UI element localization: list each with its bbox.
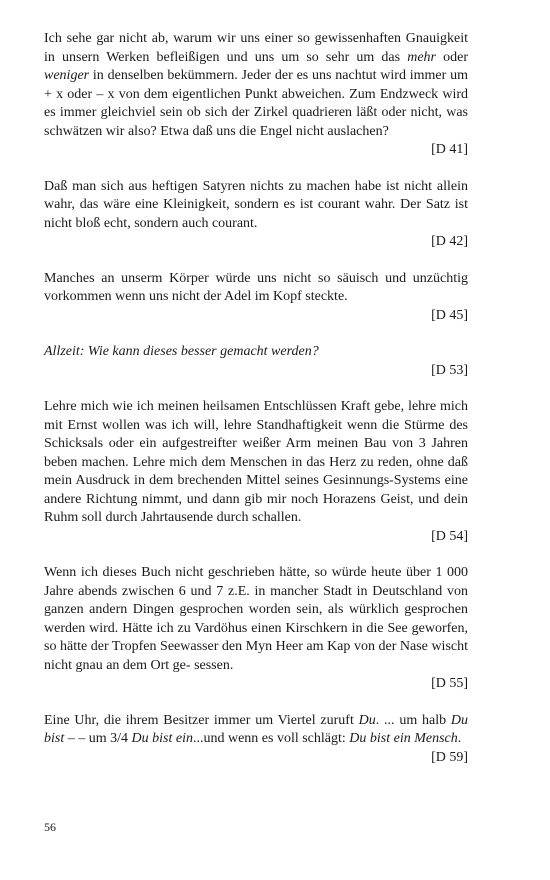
- text-line: seines Gesinnungs-Systems eine andere Richtung nimmt, und dann: [44, 473, 468, 507]
- text-line: Eine Uhr, die ihrem Besitzer immer um Viertel zuruft: [44, 712, 359, 728]
- text-line: Kirschkern in die See geworfen, so hätte der Tropfen Seewasser den: [44, 620, 468, 654]
- emphasis-text: Du: [349, 731, 367, 746]
- aphorism-text: [44, 712, 468, 749]
- text-line: Allzeit: Wie kann dieses besser gemacht werden?: [44, 344, 319, 359]
- text-line: als würklich gesprochen werden wird. Hätte ich zu Vardöhus einen: [44, 602, 468, 636]
- emphasis-text: Du bist ein: [131, 731, 193, 746]
- emphasis-text: Du bist: [44, 712, 469, 746]
- text-line: Daß man sich aus heftigen Satyren nichts zu machen habe ist nicht: [44, 178, 433, 194]
- text-line: Der Satz ist nicht bloß echt, sondern auch courant.: [44, 197, 469, 231]
- text-line: uns die Engel nicht auslachen?: [216, 123, 389, 139]
- aphorism-entry: [44, 712, 468, 768]
- text-line: sessen.: [194, 657, 234, 673]
- entry-reference: [D 42]: [431, 234, 468, 249]
- aphorism-text: [44, 270, 468, 307]
- text-line: Zirkel quadrieren läßt oder nicht, was schwätzen wir also? Etwa daß: [44, 105, 468, 139]
- text-line: – – um 3/4: [64, 731, 132, 746]
- emphasis-text: mehr: [407, 49, 436, 65]
- entry-reference: [D 59]: [431, 749, 468, 765]
- aphorism-entry: [44, 270, 468, 326]
- text-line: ...und wenn es voll schlägt:: [192, 731, 350, 746]
- entry-reference: [D 54]: [431, 528, 468, 544]
- text-line: Myn Heer am Kap von der Nase wischt nicht gnau an dem Ort ge-: [44, 639, 468, 673]
- text-line: Gnauigkeit in unsern Werken befleißigen und uns um so sehr um: [44, 31, 468, 65]
- text-line: nachtut wird immer um + x oder – x von dem eigentlichen Punkt: [44, 68, 469, 102]
- text-line: 1 000 Jahre abends zwischen 6 und 7 z.E. in mancher Stadt in: [44, 565, 469, 599]
- aphorism-entry: [44, 564, 468, 694]
- aphorism-text: [44, 178, 468, 234]
- text-line: Stürme des Schicksals oder ein aufgestreifter weißer Arm meinen: [44, 417, 468, 451]
- text-line: das: [381, 49, 408, 65]
- aphorism-text: [44, 564, 468, 675]
- text-line: oder: [435, 49, 468, 65]
- emphasis-text: Du: [358, 712, 376, 728]
- text-line: mich mit Ernst wollen was ich will, lehre Standhaftigkeit wenn die: [44, 399, 468, 433]
- entry-reference: [D 55]: [431, 676, 468, 691]
- text-line: Ich sehe gar nicht ab, warum wir uns einer so gewissenhaften: [44, 31, 401, 46]
- text-line: Wenn ich dieses Buch nicht geschrieben hätte, so würde heute über: [44, 565, 431, 580]
- aphorism-entry: [44, 343, 468, 380]
- page-number: 56: [44, 820, 56, 834]
- entry-reference: [D 45]: [431, 307, 468, 323]
- aphorism-text: [44, 343, 468, 362]
- aphorism-entry: [44, 178, 468, 252]
- emphasis-text: weniger: [44, 68, 90, 83]
- text-line: durch schallen.: [216, 510, 302, 525]
- emphasis-text: bist ein Mensch: [369, 731, 458, 746]
- text-line: halb: [422, 712, 451, 728]
- text-line: Manches an unserm Körper würde uns nicht so säuisch und unzüchtig: [44, 270, 468, 286]
- aphorism-text: [44, 398, 468, 528]
- text-line: in denselben bekümmern. Jeder der es uns: [89, 68, 332, 83]
- text-line: Herz zu reden, ohne daß mein Ausdruck in dem brechenden Mittel: [44, 454, 468, 488]
- aphorism-text: [44, 30, 468, 141]
- text-line: abweichen. Zum Endzweck wird es immer gleichviel sein ob sich der: [44, 86, 469, 120]
- text-line: vorkommen wenn uns nicht der Adel im Kopf steckte.: [44, 289, 348, 304]
- text-line: Lehre mich wie ich meinen heilsamen Entschlüssen Kraft gebe, lehre: [44, 399, 437, 414]
- aphorism-entry: [44, 398, 468, 546]
- text-line: Bau von 3 Jahren beben machen. Lehre mich dem Menschen in das: [44, 436, 469, 470]
- page-body: [44, 30, 468, 767]
- text-line: gib mir noch Horazens Geist, und dein Ruhm soll durch Jahrtausende: [44, 491, 468, 525]
- text-line: allein wahr, das wäre eine Kleinigkeit, sondern es ist courant wahr.: [44, 178, 469, 212]
- text-line: .: [457, 731, 462, 746]
- text-line: . ... um: [375, 712, 418, 728]
- aphorism-entry: [44, 30, 468, 160]
- entry-reference: [D 41]: [431, 142, 468, 157]
- entry-reference: [D 53]: [431, 362, 468, 378]
- text-line: Deutschland von ganzen andern Dingen gesprochen worden sein,: [44, 583, 468, 617]
